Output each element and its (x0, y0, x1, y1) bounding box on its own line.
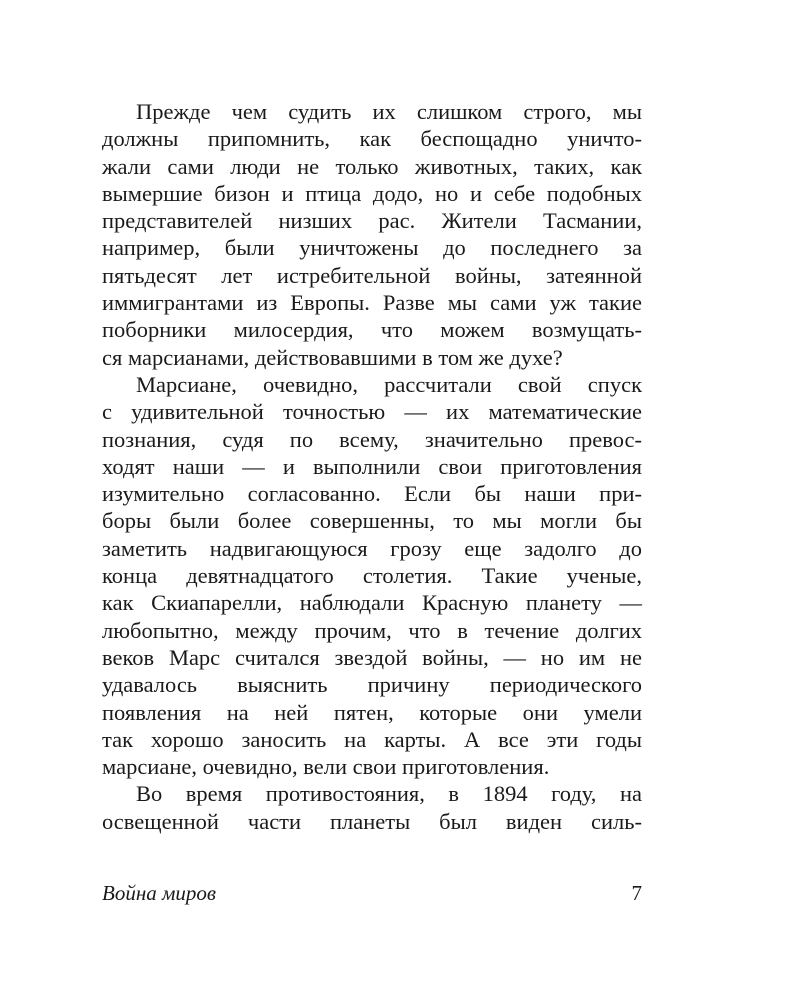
text-line: марсиане, очевидно, вели свои приготовления. (102, 754, 550, 780)
text-line: поборники милосердия, что можем возмущать- (102, 317, 642, 343)
text-line: боры были более совершенны, то мы могли бы (102, 508, 642, 534)
text-line: пятьдесят лет истребительной войны, затеянной (102, 262, 642, 288)
text-line: с удивительной точностью — их математические (102, 399, 642, 425)
text-line: Во время противостояния, в 1894 году, на (136, 781, 642, 807)
text-line: изумительно согласованно. Если бы наши при- (102, 481, 642, 507)
text-line: заметить надвигающуюся грозу еще задолго до (102, 535, 642, 561)
text-line: представителей низших рас. Жители Тасмании, (102, 208, 642, 234)
text-line: освещенной части планеты был виден силь- (102, 808, 642, 834)
text-line: веков Марс считался звездой войны, — но им не (102, 644, 642, 670)
text-line: так хорошо заносить на карты. А все эти годы (102, 726, 642, 752)
text-line: должны припомнить, как беспощадно уничто- (102, 126, 642, 152)
page-number: 7 (631, 881, 642, 905)
text-line: удавалось выяснить причину периодического (102, 672, 642, 698)
text-line: познания, судя по всему, значительно превос- (102, 426, 642, 452)
text-line: вымершие бизон и птица додо, но и себе подобных (102, 180, 642, 206)
text-line: жали сами люди не только животных, таких, как (102, 153, 642, 179)
text-line: Марсиане, очевидно, рассчитали свой спуск (136, 371, 642, 397)
body-text (102, 98, 642, 835)
text-line: как Скиапарелли, наблюдали Красную планету — (102, 590, 642, 616)
running-title: Война миров (102, 881, 217, 905)
text-line: появления на ней пятен, которые они умели (102, 699, 642, 725)
text-line: Прежде чем судить их слишком строго, мы (136, 99, 642, 124)
text-line: например, были уничтожены до последнего за (102, 235, 642, 261)
text-line: конца девятнадцатого столетия. Такие ученые, (102, 563, 642, 589)
text-line: любопытно, между прочим, что в течение долгих (102, 617, 642, 643)
text-line: ся марсианами, действовавшими в том же духе? (102, 344, 563, 370)
text-line: ходят наши — и выполнили свои приготовления (102, 453, 642, 479)
text-line: иммигрантами из Европы. Разве мы сами уж такие (102, 290, 642, 316)
page-footer (102, 878, 642, 908)
